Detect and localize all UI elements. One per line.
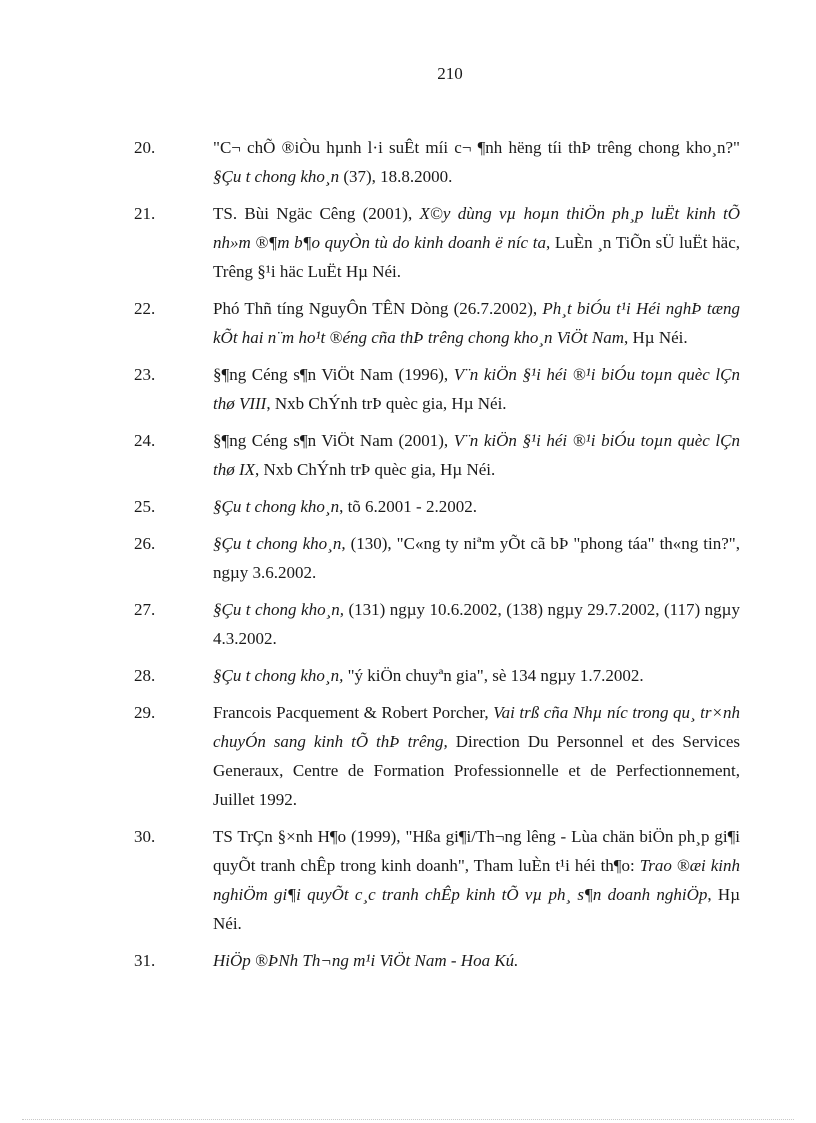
reference-item	[134, 492, 740, 521]
reference-text-segment: Francois Pacquement & Robert Porcher,	[213, 703, 494, 722]
reference-item	[134, 426, 740, 484]
reference-text	[213, 698, 740, 814]
reference-list	[134, 133, 740, 983]
reference-text	[213, 529, 740, 587]
reference-text-segment: TS. Bùi Ngäc Cêng (2001),	[213, 204, 420, 223]
reference-text-segment: , tõ 6.2001 - 2.2002.	[339, 497, 477, 516]
reference-italic-segment: §Çu t chong kho¸n,	[213, 600, 344, 619]
reference-italic-segment: §Çu t chong kho¸n	[213, 497, 340, 516]
reference-text	[213, 661, 740, 690]
reference-text-segment: (131) ngµy 10.6.2002, (138) ngµy 29.7.2002, (117) ngµy 4.3.2002.	[213, 600, 740, 648]
reference-italic-segment: Ph¸t biÓu t¹i Héi nghÞ tæng kÕt hai n¨m ho¹t ®éng cña thÞ trêng chong kho¸n ViÖt Nam	[213, 299, 740, 347]
reference-text	[213, 822, 740, 938]
reference-item	[134, 822, 740, 938]
reference-number: 21.	[134, 204, 156, 223]
reference-text-segment: , Hµ Néi.	[624, 328, 688, 347]
reference-text-segment: , Hµ Néi.	[213, 885, 740, 933]
reference-italic-segment: §Çu t chong kho¸n,	[213, 666, 344, 685]
reference-text	[213, 595, 740, 653]
reference-item	[134, 294, 740, 352]
reference-text-segment: "C¬ chÕ ®iÒu hµnh l·i suÊt míi c¬ ¶nh hëng tíi thÞ trêng chong kho¸n?"	[213, 138, 740, 157]
reference-text	[213, 492, 740, 521]
reference-text	[213, 426, 740, 484]
reference-text-segment: (37), 18.8.2000.	[339, 167, 453, 186]
reference-item	[134, 360, 740, 418]
reference-text	[213, 946, 740, 975]
reference-number: 22.	[134, 299, 156, 318]
reference-number: 28.	[134, 666, 156, 685]
reference-italic-segment: Trao ®æi kinh nghiÖm gi¶i quyÕt c¸c tranh chÊp kinh tÕ vµ ph¸ s¶n doanh nghiÖp	[213, 856, 740, 904]
reference-italic-segment: V¨n kiÖn §¹i héi ®¹i biÓu toµn quèc lÇn thø VIII	[213, 365, 740, 413]
reference-text	[213, 360, 740, 418]
reference-text-segment: , Nxb ChÝnh trÞ quèc gia, Hµ Néi.	[255, 460, 496, 479]
reference-text-segment: §¶ng Céng s¶n ViÖt Nam (2001),	[213, 431, 454, 450]
reference-text-segment: TS TrÇn §×nh H¶o (1999), "Hßa gi¶i/Th¬ng lêng - Lùa chän biÖn ph¸p gi¶i quyÕt tranh chÊp trong kinh doanh", Tham luÈn t¹i héi th¶o:	[213, 827, 740, 875]
reference-text-segment: Direction Du Personnel et des Services Generaux, Centre de Formation Professionnelle et de Perfectionnement, Juillet 1992.	[213, 732, 740, 809]
reference-number: 27.	[134, 600, 156, 619]
reference-item	[134, 529, 740, 587]
page-number: 210	[437, 64, 463, 83]
reference-text-segment: "ý kiÖn chuyªn gia", sè 134 ngµy 1.7.2002.	[343, 666, 644, 685]
reference-item	[134, 946, 740, 975]
reference-number: 30.	[134, 827, 156, 846]
reference-text-segment: §¶ng Céng s¶n ViÖt Nam (1996),	[213, 365, 454, 384]
reference-text	[213, 294, 740, 352]
reference-number: 20.	[134, 138, 156, 157]
reference-item	[134, 199, 740, 286]
reference-number: 29.	[134, 703, 156, 722]
reference-number: 24.	[134, 431, 156, 450]
reference-number: 25.	[134, 497, 156, 516]
reference-text	[213, 133, 740, 191]
reference-italic-segment: Vai trß cña Nhµ níc trong qu¸ tr×nh chuyÓn sang kinh tÕ thÞ trêng,	[213, 703, 740, 751]
reference-number: 31.	[134, 951, 156, 970]
reference-italic-segment: HiÖp ®ÞNh Th¬ng m¹i ViÖt Nam - Hoa Kú.	[213, 951, 519, 970]
reference-text-segment: Phó Thñ tíng NguyÔn TÊN Dòng (26.7.2002),	[213, 299, 543, 318]
reference-italic-segment: §Çu t chong kho¸n,	[213, 534, 346, 553]
reference-text-segment: , Nxb ChÝnh trÞ quèc gia, Hµ Néi.	[266, 394, 507, 413]
reference-item	[134, 595, 740, 653]
reference-italic-segment: §Çu t chong kho¸n	[213, 167, 340, 186]
reference-italic-segment: X©y dùng vµ hoµn thiÖn ph¸p luËt kinh tÕ nh»m ®¶m b¶o quyÒn tù do kinh doanh ë níc ta	[213, 204, 741, 252]
reference-text-segment: , LuÈn ¸n TiÕn sÜ luËt häc, Trêng §¹i häc LuËt Hµ Néi.	[213, 233, 740, 281]
reference-italic-segment: V¨n kiÖn §¹i héi ®¹i biÓu toµn quèc lÇn thø IX	[213, 431, 740, 479]
reference-number: 23.	[134, 365, 156, 384]
reference-item	[134, 698, 740, 814]
reference-item	[134, 661, 740, 690]
reference-item	[134, 133, 740, 191]
reference-number: 26.	[134, 534, 156, 553]
page-bottom-divider	[22, 1119, 794, 1120]
reference-text	[213, 199, 740, 286]
reference-text-segment: (130), "C«ng ty niªm yÕt cã bÞ "phong táa" th«ng tin?", ngµy 3.6.2002.	[213, 534, 740, 582]
